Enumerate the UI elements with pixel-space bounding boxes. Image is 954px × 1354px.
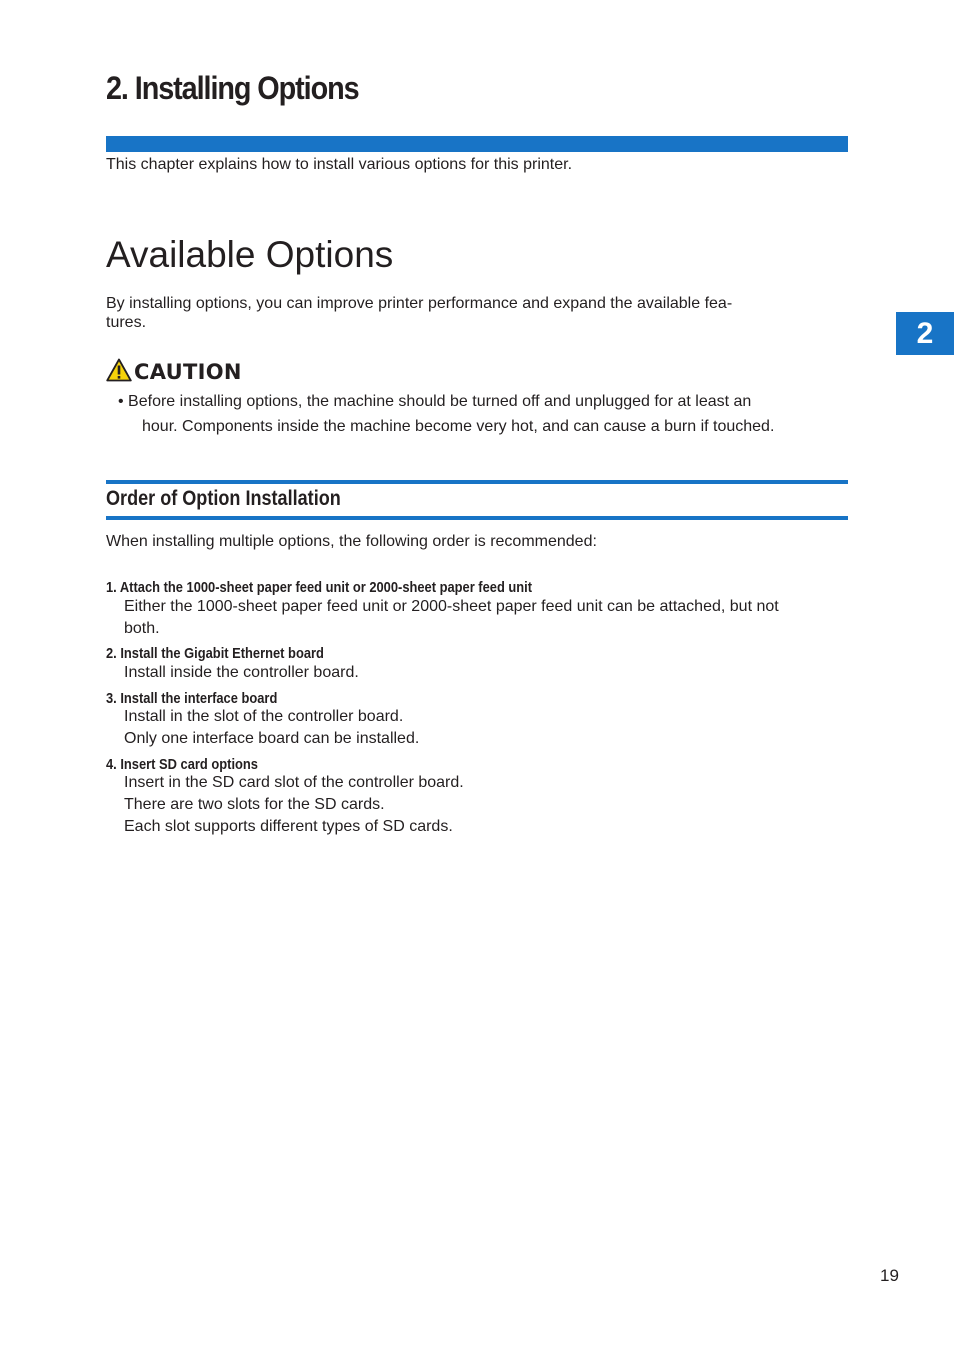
- chapter-title: 2. Installing Options: [106, 70, 359, 106]
- caution-bullet-line: • Before installing options, the machine should be turned off and unplugged for at least an: [118, 393, 752, 410]
- chapter-tab: 2: [896, 312, 954, 355]
- step-body: [124, 772, 814, 838]
- step-line: both.: [124, 620, 160, 637]
- step-body: [124, 706, 814, 750]
- section-description-line: By installing options, you can improve printer performance and expand the available fea-: [106, 295, 733, 312]
- step-heading: 3. Install the interface board: [106, 690, 278, 707]
- section-description: [106, 294, 766, 332]
- step-line: Only one interface board can be installed.: [124, 730, 420, 747]
- step-heading: 1. Attach the 1000-sheet paper feed unit or 2000-sheet paper feed unit: [106, 579, 533, 596]
- step-line: Either the 1000-sheet paper feed unit or 2000-sheet paper feed unit can be attached, but not: [124, 598, 779, 615]
- section-description-line: tures.: [106, 314, 147, 331]
- subsection-intro: When installing multiple options, the following order is recommended:: [106, 533, 597, 550]
- step-line: Install inside the controller board.: [124, 664, 359, 681]
- step-heading: 4. Insert SD card options: [106, 756, 258, 773]
- caution-bullet-line: hour. Components inside the machine become very hot, and can cause a burn if touched.: [142, 418, 775, 435]
- step-line: Each slot supports different types of SD cards.: [124, 818, 453, 835]
- warning-triangle-icon: [106, 358, 132, 387]
- caution-heading: [106, 358, 242, 386]
- step-line: There are two slots for the SD cards.: [124, 796, 385, 813]
- step-heading: 2. Install the Gigabit Ethernet board: [106, 645, 324, 662]
- step-body: [124, 596, 814, 640]
- chapter-title-bar: [106, 136, 848, 152]
- step-body: [124, 662, 814, 684]
- step-line: Insert in the SD card slot of the controller board.: [124, 774, 464, 791]
- caution-label: CAUTION: [134, 360, 242, 384]
- section-title: Available Options: [106, 234, 394, 275]
- subsection-rule-bottom: [106, 516, 848, 520]
- step-line: Install in the slot of the controller board.: [124, 708, 404, 725]
- chapter-intro: This chapter explains how to install various options for this printer.: [106, 156, 573, 173]
- subsection-rule-top: [106, 480, 848, 484]
- caution-bullet: [118, 389, 818, 439]
- page-number: 19: [880, 1266, 899, 1285]
- subsection-title: Order of Option Installation: [106, 487, 341, 510]
